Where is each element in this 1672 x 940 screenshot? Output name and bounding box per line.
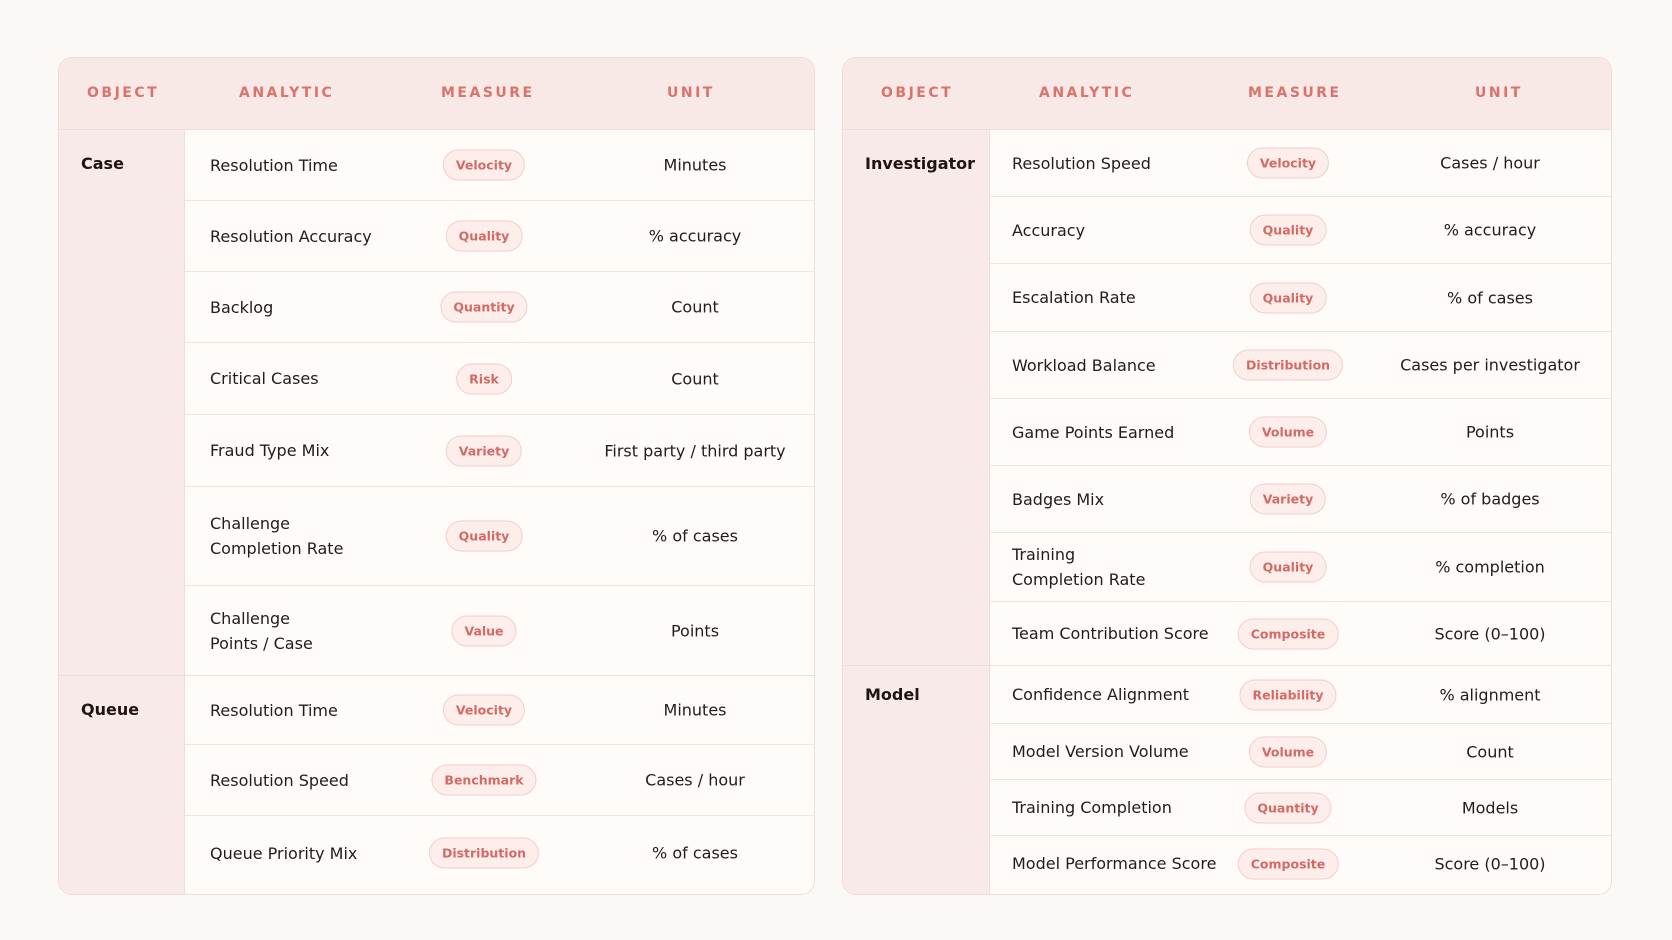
unit-cell: % completion [1435, 557, 1545, 577]
analytic-line: Team Contribution Score [1012, 624, 1209, 643]
analytic-cell [210, 415, 329, 486]
analytic-line: Resolution Time [210, 155, 338, 175]
analytic-cell [210, 586, 313, 675]
measure-badge: Quality [446, 521, 523, 552]
measure-badge: Velocity [1247, 148, 1329, 179]
header-unit: UNIT [1475, 85, 1523, 101]
analytic-line: Resolution Speed [210, 770, 349, 790]
unit-cell: Points [670, 621, 720, 640]
table-header [59, 58, 814, 130]
analytic-text [210, 295, 273, 320]
analytic-text [1012, 420, 1174, 445]
measure-badge: Value [451, 615, 516, 646]
analytic-cell [1012, 780, 1172, 835]
measure-badge: Distribution [429, 838, 539, 869]
table-row [989, 533, 1611, 602]
table-row [989, 602, 1611, 666]
analytic-text [1012, 542, 1145, 592]
analytic-text [1012, 151, 1151, 176]
analytic-text [1012, 621, 1209, 646]
measure-badge: Composite [1238, 848, 1339, 879]
unit-cell: % of cases [652, 526, 738, 546]
analytic-cell [210, 130, 338, 200]
analytic-cell [1012, 399, 1174, 465]
table-row [184, 272, 814, 343]
table-row [184, 676, 814, 745]
measure-badge: Volume [1249, 736, 1327, 767]
unit-cell: Cases per investigator [1400, 355, 1580, 375]
analytic-line: Challenge [210, 514, 290, 533]
analytic-text [1012, 795, 1172, 820]
analytic-line: Badges Mix [1012, 489, 1105, 509]
analytic-cell [1012, 264, 1136, 331]
header-analytic: ANALYTIC [1039, 85, 1135, 101]
table-row [989, 724, 1611, 780]
measure-badge: Volume [1249, 417, 1327, 448]
analytic-cell [1012, 666, 1189, 723]
analytic-cell [1012, 836, 1216, 891]
analytic-text [210, 768, 349, 793]
analytic-text [1012, 851, 1216, 876]
analytic-line: Resolution Speed [1012, 153, 1151, 173]
object-label: Model [865, 685, 920, 704]
header-analytic: ANALYTIC [239, 85, 335, 101]
analytic-line: Escalation Rate [1012, 288, 1136, 307]
table-row [184, 816, 814, 890]
analytic-text [210, 698, 338, 723]
measure-badge: Composite [1238, 618, 1339, 649]
analytic-cell [1012, 197, 1085, 263]
header-object: OBJECT [881, 85, 954, 101]
measure-badge: Reliability [1239, 679, 1336, 710]
unit-cell: First party / third party [604, 441, 786, 460]
analytic-line: Completion Rate [1012, 570, 1146, 589]
analytic-text [1012, 487, 1104, 512]
table-row [184, 586, 814, 676]
analytic-cell [210, 745, 349, 815]
unit-cell: Points [1465, 422, 1515, 442]
table-row [989, 466, 1611, 533]
header-measure: MEASURE [441, 85, 535, 101]
table-row [989, 666, 1611, 724]
unit-cell: % alignment [1439, 685, 1541, 704]
table-row [184, 343, 814, 415]
metrics-table-left [58, 57, 815, 895]
measure-badge: Benchmark [431, 765, 536, 796]
table-row [989, 780, 1611, 836]
analytic-cell [1012, 130, 1151, 196]
analytic-text [1012, 218, 1085, 243]
unit-cell: % of badges [1440, 489, 1540, 509]
unit-cell: Count [671, 369, 719, 388]
table-row [989, 264, 1611, 332]
table-row [184, 130, 814, 201]
object-label: Investigator [865, 154, 976, 173]
analytic-text [1012, 739, 1189, 764]
measure-badge: Quality [1250, 282, 1327, 313]
unit-cell: Score (0–100) [1434, 854, 1546, 873]
object-label: Case [81, 154, 124, 173]
table-row [184, 745, 814, 816]
analytic-cell [210, 272, 273, 342]
unit-cell: Count [1466, 742, 1514, 761]
table-row [184, 487, 814, 586]
analytic-line: Training Completion [1012, 798, 1172, 817]
table-row [989, 130, 1611, 197]
analytic-line: Accuracy [1012, 220, 1086, 240]
unit-cell: Minutes [663, 155, 727, 175]
analytic-text [1012, 682, 1189, 707]
analytic-line: Resolution Time [210, 700, 338, 720]
analytic-line: Completion Rate [210, 539, 344, 558]
analytic-line: Model Version Volume [1012, 742, 1189, 761]
table-row [184, 415, 814, 487]
analytic-text [210, 366, 319, 391]
object-label: Queue [81, 700, 140, 719]
unit-cell: Minutes [663, 700, 727, 720]
header-unit: UNIT [667, 85, 715, 101]
analytic-line: Training [1012, 545, 1076, 564]
analytic-cell [210, 343, 319, 414]
measure-badge: Quality [1250, 552, 1327, 583]
table-row [184, 201, 814, 272]
measure-badge: Quantity [440, 292, 527, 323]
unit-cell: % accuracy [1443, 220, 1537, 240]
measure-badge: Variety [446, 435, 522, 466]
analytic-line: Points / Case [210, 633, 313, 653]
unit-cell: Cases / hour [645, 770, 745, 790]
object-column [59, 130, 185, 894]
measure-badge: Quantity [1244, 792, 1331, 823]
analytic-line: Queue Priority Mix [210, 843, 358, 863]
analytic-cell [1012, 602, 1209, 665]
measure-badge: Variety [1250, 484, 1326, 515]
object-column [843, 130, 990, 894]
analytic-text [1012, 285, 1136, 310]
analytic-line: Workload Balance [1012, 355, 1156, 375]
header-object: OBJECT [87, 85, 160, 101]
measure-badge: Velocity [443, 695, 525, 726]
table-row [989, 836, 1611, 891]
table-row [989, 197, 1611, 264]
table-row [989, 332, 1611, 399]
analytic-text [1012, 353, 1156, 378]
analytic-cell [210, 676, 338, 744]
unit-cell: Cases / hour [1440, 153, 1540, 173]
measure-badge: Distribution [1233, 350, 1343, 381]
analytic-line: Model Performance Score [1012, 854, 1217, 873]
analytic-text [210, 841, 357, 866]
analytic-cell [1012, 332, 1156, 398]
measure-badge: Quality [1250, 215, 1327, 246]
unit-cell: % of cases [652, 843, 738, 863]
analytic-cell [210, 201, 372, 271]
unit-cell: Count [671, 297, 719, 317]
measure-badge: Velocity [443, 150, 525, 181]
measure-badge: Risk [456, 363, 512, 394]
analytic-text [210, 606, 313, 656]
analytic-text [210, 438, 329, 463]
analytic-cell [210, 816, 357, 890]
unit-cell: % accuracy [648, 226, 742, 246]
analytic-line: Confidence Alignment [1012, 685, 1190, 704]
table-header [843, 58, 1611, 130]
analytic-cell [1012, 466, 1104, 532]
analytic-line: Backlog [210, 297, 274, 317]
analytic-cell [1012, 533, 1145, 601]
analytic-line: Game Points Earned [1012, 422, 1175, 442]
analytic-text [210, 511, 343, 561]
analytic-line: Critical Cases [210, 369, 319, 388]
metrics-table-right [842, 57, 1612, 895]
unit-cell: Models [1461, 798, 1519, 817]
header-measure: MEASURE [1248, 85, 1342, 101]
table-row [989, 399, 1611, 466]
unit-cell: % of cases [1447, 288, 1533, 307]
analytic-cell [210, 487, 343, 585]
analytic-line: Resolution Accuracy [210, 226, 372, 246]
unit-cell: Score (0–100) [1434, 624, 1546, 643]
measure-badge: Quality [446, 221, 523, 252]
analytic-line: Fraud Type Mix [210, 441, 330, 460]
analytic-text [210, 153, 338, 178]
analytic-cell [1012, 724, 1189, 779]
analytic-line: Challenge [210, 608, 290, 628]
analytic-text [210, 224, 372, 249]
